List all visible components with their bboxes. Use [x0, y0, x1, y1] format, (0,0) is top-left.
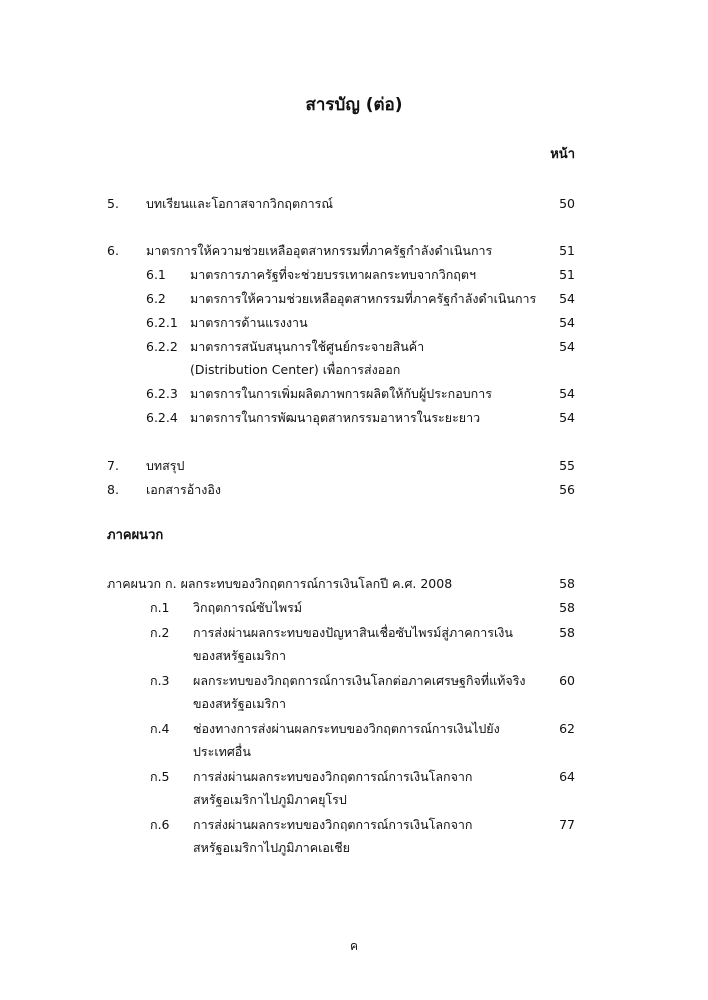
toc-title: มาตรการสนับสนุนการใช้ศูนย์กระจายสินค้า — [190, 339, 425, 354]
toc-number: 6.2.2 — [146, 339, 178, 354]
toc-number: ก.2 — [150, 625, 170, 640]
toc-number: 6. — [107, 243, 119, 258]
toc-page: 58 — [559, 576, 575, 591]
toc-title: มาตรการในการพัฒนาอุตสาหกรรมอาหารในระยะยาว — [190, 410, 481, 425]
toc-title: ช่องทางการส่งผ่านผลกระทบของวิกฤตการณ์การเงินไปยัง — [193, 721, 500, 736]
toc-number: ก.4 — [150, 721, 170, 736]
toc-page: 54 — [559, 315, 575, 330]
toc-page: 50 — [559, 196, 575, 211]
toc-title-continued: สหรัฐอเมริกาไปภูมิภาคยุโรป — [193, 792, 347, 807]
toc-title: เอกสารอ้างอิง — [146, 482, 221, 497]
toc-number: 6.2 — [146, 291, 166, 306]
toc-title: ผลกระทบของวิกฤตการณ์การเงินโลกต่อภาคเศรษฐกิจที่แท้จริง — [193, 673, 526, 688]
toc-number: 6.1 — [146, 267, 166, 282]
toc-page: 62 — [559, 721, 575, 736]
toc-page: 54 — [559, 291, 575, 306]
toc-page: 51 — [559, 267, 575, 282]
toc-number: 6.2.4 — [146, 410, 178, 425]
page-column-header: หน้า — [550, 147, 575, 162]
toc-number: 8. — [107, 482, 119, 497]
toc-page: 51 — [559, 243, 575, 258]
toc-title-continued: สหรัฐอเมริกาไปภูมิภาคเอเชีย — [193, 840, 350, 855]
toc-number: ก.3 — [150, 673, 170, 688]
toc-title: บทสรุป — [146, 458, 185, 473]
toc-number: ก.6 — [150, 817, 170, 832]
toc-page: 55 — [559, 458, 575, 473]
toc-title-continued: ประเทศอื่น — [193, 744, 251, 759]
page-title: สารบัญ (ต่อ) — [305, 95, 403, 115]
toc-number: 5. — [107, 196, 119, 211]
toc-page: 64 — [559, 769, 575, 784]
toc-title: การส่งผ่านผลกระทบของวิกฤตการณ์การเงินโลกจาก — [193, 817, 473, 832]
toc-title-continued: ของสหรัฐอเมริกา — [193, 648, 286, 663]
toc-page: 60 — [559, 673, 575, 688]
page-number-footer: ค — [349, 939, 359, 953]
toc-number: ก.1 — [150, 600, 170, 615]
toc-number: ก.5 — [150, 769, 170, 784]
toc-page: 56 — [559, 482, 575, 497]
toc-page: 54 — [559, 339, 575, 354]
toc-title: มาตรการในการเพิ่มผลิตภาพการผลิตให้กับผู้ประกอบการ — [190, 386, 492, 401]
toc-title: มาตรการภาครัฐที่จะช่วยบรรเทาผลกระทบจากวิกฤตฯ — [190, 267, 476, 282]
toc-title: วิกฤตการณ์ซับไพรม์ — [193, 600, 303, 615]
toc-number: 7. — [107, 458, 119, 473]
toc-title: การส่งผ่านผลกระทบของวิกฤตการณ์การเงินโลกจาก — [193, 769, 473, 784]
toc-page: 58 — [559, 600, 575, 615]
toc-number: 6.2.1 — [146, 315, 178, 330]
toc-title: บทเรียนและโอกาสจากวิกฤตการณ์ — [146, 196, 333, 211]
toc-title: มาตรการด้านแรงงาน — [190, 315, 308, 330]
appendix-title: ภาคผนวก ก. ผลกระทบของวิกฤตการณ์การเงินโลกปี ค.ศ. 2008 — [107, 576, 453, 591]
toc-title-continued: (Distribution Center) เพื่อการส่งออก — [190, 362, 401, 377]
toc-number: 6.2.3 — [146, 386, 178, 401]
toc-title: การส่งผ่านผลกระทบของปัญหาสินเชื่อซับไพรม์สู่ภาคการเงิน — [193, 625, 513, 640]
toc-page: 58 — [559, 625, 575, 640]
toc-title-continued: ของสหรัฐอเมริกา — [193, 696, 286, 711]
appendix-heading: ภาคผนวก — [107, 528, 164, 543]
toc-page: 77 — [559, 817, 575, 832]
toc-page: 54 — [559, 410, 575, 425]
toc-title: มาตรการให้ความช่วยเหลืออุตสาหกรรมที่ภาครัฐกำลังดำเนินการ — [146, 243, 493, 258]
toc-page: 54 — [559, 386, 575, 401]
toc-title: มาตรการให้ความช่วยเหลืออุตสาหกรรมที่ภาครัฐกำลังดำเนินการ — [190, 291, 537, 306]
